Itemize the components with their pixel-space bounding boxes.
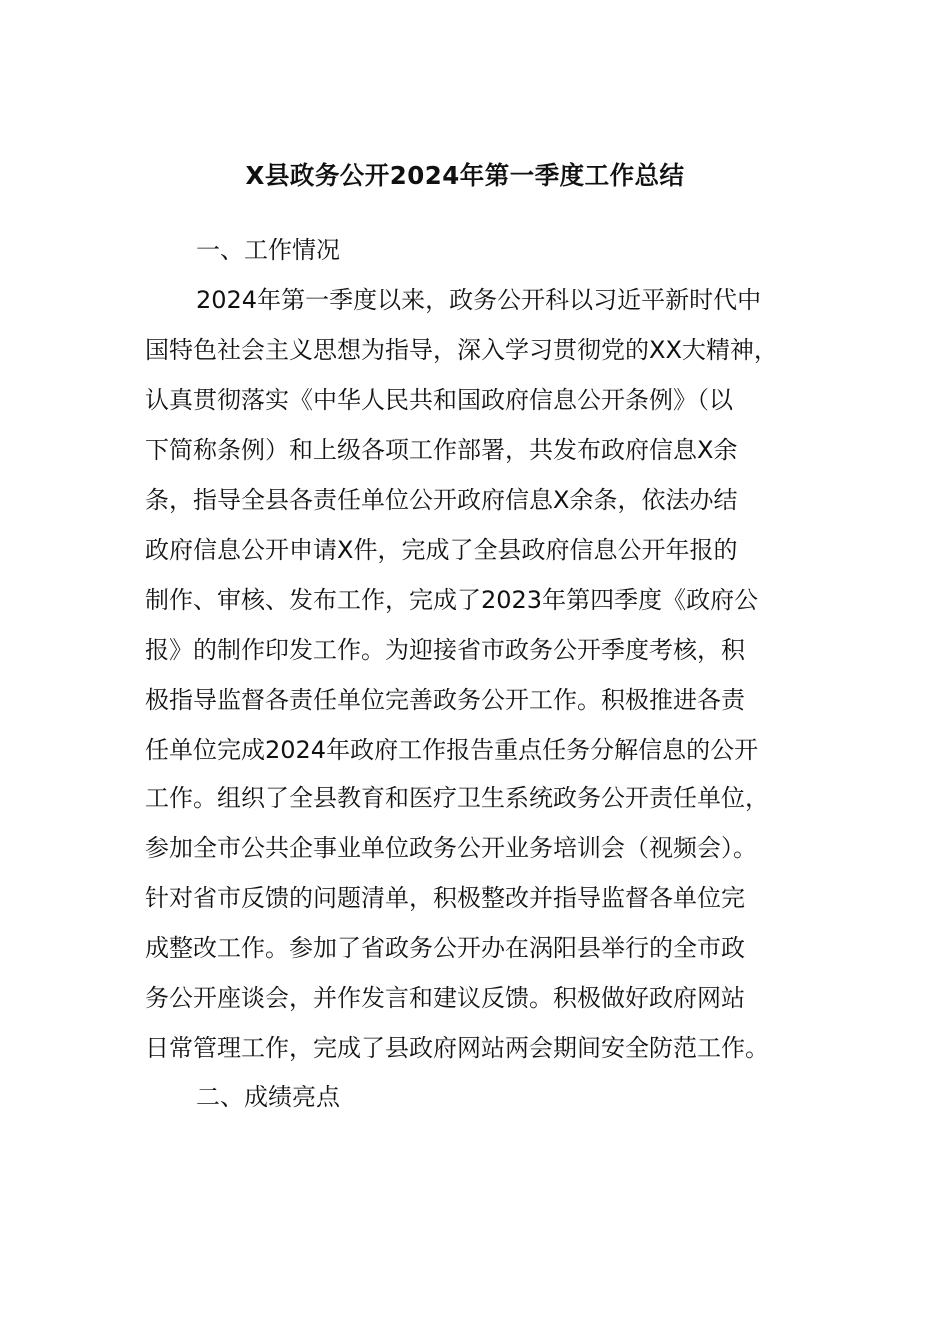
paragraph-line: 务公开座谈会，并作发言和建议反馈。积极做好政府网站: [145, 984, 745, 1012]
paragraph-line: 日常管理工作，完成了县政府网站两会期间安全防范工作。: [145, 1034, 769, 1062]
paragraph-line: 极指导监督各责任单位完善政务公开工作。积极推进各责: [145, 686, 745, 714]
paragraph-line: 成整改工作。参加了省政务公开办在涡阳县举行的全市政: [145, 934, 745, 962]
paragraph-line: 报》的制作印发工作。为迎接省市政务公开季度考核，积: [145, 636, 745, 664]
paragraph-line: 任单位完成2024年政府工作报告重点任务分解信息的公开: [145, 736, 759, 764]
paragraph-line: 工作。组织了全县教育和医疗卫生系统政务公开责任单位，: [145, 784, 769, 812]
paragraph-line: 参加全市公共企事业单位政务公开业务培训会（视频会）。: [145, 834, 757, 862]
document-title: X县政务公开2024年第一季度工作总结: [245, 161, 685, 190]
paragraph-line: 下简称条例）和上级各项工作部署，共发布政府信息X余: [145, 436, 738, 464]
paragraph-line: 条，指导全县各责任单位公开政府信息X余条，依法办结: [145, 486, 738, 514]
paragraph-line: 2024年第一季度以来，政务公开科以习近平新时代中: [196, 286, 762, 314]
paragraph-line: 认真贯彻落实《中华人民共和国政府信息公开条例》（以: [145, 386, 733, 414]
section-heading-work-status: 一、工作情况: [196, 236, 340, 264]
paragraph-line: 国特色社会主义思想为指导，深入学习贯彻党的XX大精神，: [145, 336, 778, 364]
paragraph-line: 制作、审核、发布工作，完成了2023年第四季度《政府公: [145, 586, 759, 614]
paragraph-line: 针对省市反馈的问题清单，积极整改并指导监督各单位完: [145, 884, 745, 912]
paragraph-line: 政府信息公开申请X件，完成了全县政府信息公开年报的: [145, 536, 738, 564]
section-heading-achievements: 二、成绩亮点: [196, 1083, 340, 1111]
